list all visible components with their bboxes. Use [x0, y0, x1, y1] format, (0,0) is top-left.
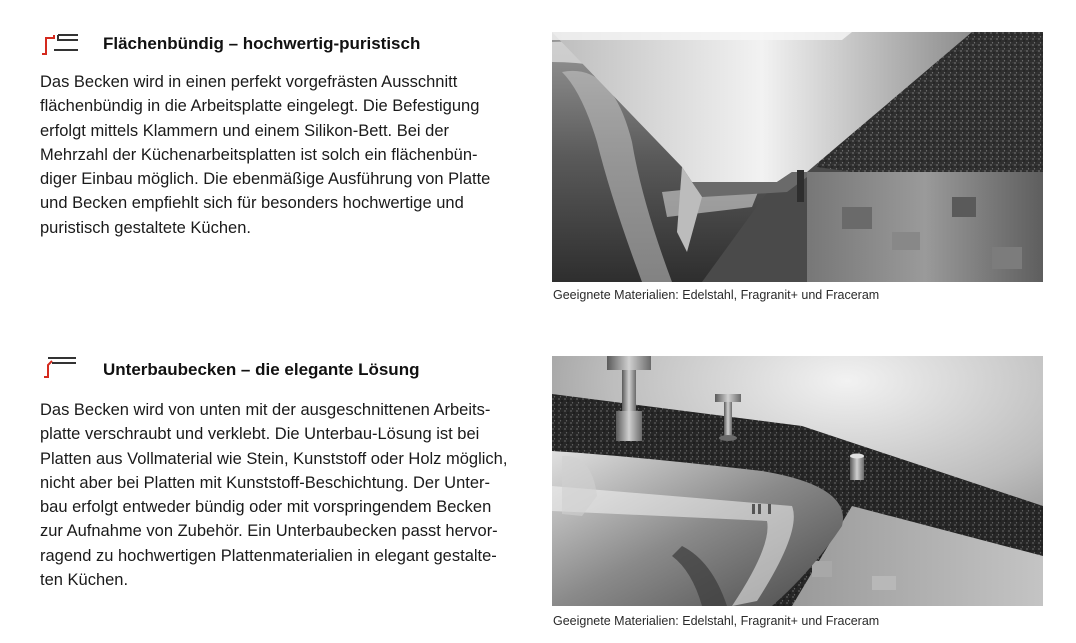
body-line: ten Küchen. — [40, 571, 129, 590]
flush-mount-icon — [40, 32, 80, 56]
body-line: Mehrzahl der Küchenarbeitsplatten ist solch ein flächenbün- — [40, 145, 478, 164]
body-line: und Becken empfiehlt sich für besonders hochwertige und — [40, 194, 464, 213]
body-line: Das Becken wird von unten mit der ausgeschnittenen Arbeits- — [40, 401, 491, 419]
section-flush-mount — [0, 0, 1076, 320]
body-line: ragend zu hochwertigen Plattenmaterialien in elegant gestalte- — [40, 546, 497, 565]
body-line: nicht aber bei Platten mit Kunststoff-Beschichtung. Der Unter- — [40, 473, 490, 492]
body-line: Das Becken wird in einen perfekt vorgefrästen Ausschnitt — [40, 73, 458, 91]
body-line: bau erfolgt entweder bündig oder mit vorspringendem Becken — [40, 498, 492, 517]
section-body — [40, 70, 540, 240]
section-title: Unterbaubecken – die elegante Lösung — [103, 360, 420, 379]
undermount-icon — [40, 355, 80, 379]
image-caption: Geeignete Materialien: Edelstahl, Fragranit+ und Fraceram — [553, 614, 880, 628]
section-title: Flächenbündig – hochwertig-puristisch — [103, 34, 421, 53]
body-line: platte verschraubt und verklebt. Die Unterbau-Lösung ist bei — [40, 425, 480, 444]
body-line: puristisch gestaltete Küchen. — [40, 218, 251, 237]
section-undermount — [0, 340, 1076, 643]
body-line: diger Einbau möglich. Die ebenmäßige Ausführung von Platte — [40, 170, 491, 189]
flush-mount-sink-photo — [552, 32, 1043, 282]
undermount-sink-photo — [552, 356, 1043, 606]
body-line: zur Aufnahme von Zubehör. Ein Unterbaubecken passt hervor- — [40, 522, 498, 541]
image-caption: Geeignete Materialien: Edelstahl, Fragranit+ und Fraceram — [553, 288, 880, 302]
body-line: Platten aus Vollmaterial wie Stein, Kunststoff oder Holz möglich, — [40, 449, 508, 468]
section-body — [40, 398, 540, 592]
body-line: flächenbündig in die Arbeitsplatte eingelegt. Die Befestigung — [40, 97, 480, 116]
body-line: erfolgt mittels Klammern und einem Silikon-Bett. Bei der — [40, 121, 450, 140]
